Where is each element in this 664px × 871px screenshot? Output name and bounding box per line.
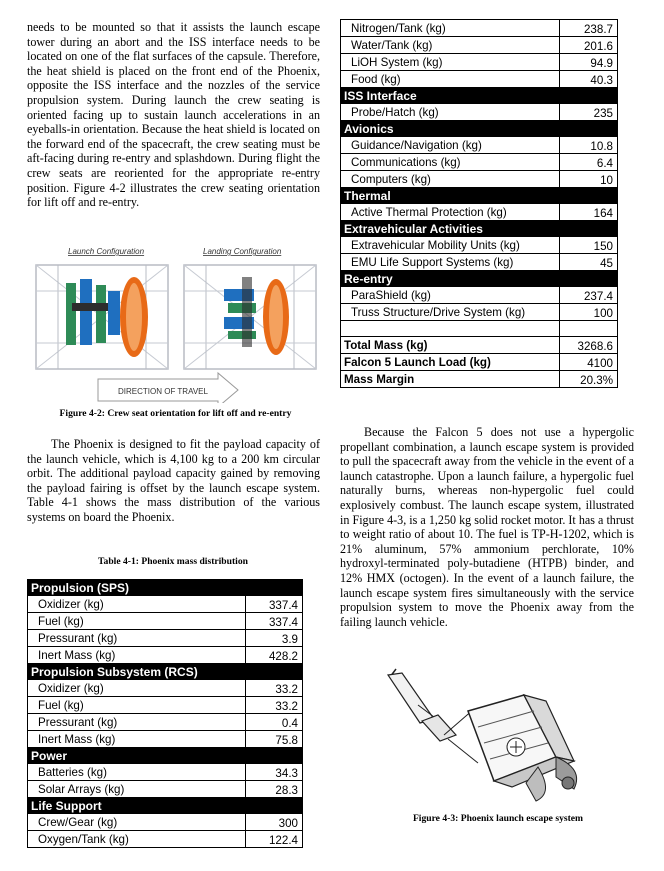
row-value: 3268.6 <box>560 337 618 354</box>
category-label: ISS Interface <box>341 88 618 104</box>
row-value: 100 <box>560 304 618 321</box>
direction-of-travel-arrow <box>98 373 238 403</box>
figure-crew-seat-orientation <box>28 243 328 403</box>
landing-configuration-label: Landing Configuration <box>203 247 282 256</box>
row-label: Active Thermal Protection (kg) <box>341 204 560 221</box>
row-value: 33.2 <box>246 680 303 697</box>
row-value: 337.4 <box>246 613 303 630</box>
table-row <box>341 287 618 304</box>
launch-configuration-diagram <box>36 265 168 369</box>
category-row <box>341 88 618 104</box>
paragraph-payload-capacity: The Phoenix is designed to fit the payload capacity of the launch vehicle, which is 4,100 kg to a 200 km circular orbit. The additional payload capacity gained by removing the payload fairing is offset by the launch escape system. Table 4-1 shows the mass distribution of the various systems on board the Phoenix. <box>27 437 320 524</box>
table-row <box>341 304 618 321</box>
row-value: 428.2 <box>246 647 303 664</box>
category-row <box>341 271 618 287</box>
row-label: Crew/Gear (kg) <box>28 814 246 831</box>
row-label: Extravehicular Mobility Units (kg) <box>341 237 560 254</box>
row-label: Falcon 5 Launch Load (kg) <box>341 354 560 371</box>
table-row <box>28 680 303 697</box>
category-row <box>28 798 303 814</box>
row-label: EMU Life Support Systems (kg) <box>341 254 560 271</box>
table-row <box>28 630 303 647</box>
category-row <box>341 221 618 237</box>
category-label: Extravehicular Activities <box>341 221 618 237</box>
figure-4-3-caption: Figure 4-3: Phoenix launch escape system <box>412 813 584 824</box>
row-label: Batteries (kg) <box>28 764 246 781</box>
row-label: Computers (kg) <box>341 171 560 188</box>
row-value: 28.3 <box>246 781 303 798</box>
category-label: Avionics <box>341 121 618 137</box>
row-label: Solar Arrays (kg) <box>28 781 246 798</box>
category-label: Power <box>28 748 303 764</box>
table-row <box>28 814 303 831</box>
category-row <box>28 748 303 764</box>
row-value: 201.6 <box>560 37 618 54</box>
category-label: Re-entry <box>341 271 618 287</box>
row-label: Mass Margin <box>341 371 560 388</box>
table-row <box>341 254 618 271</box>
row-value: 235 <box>560 104 618 121</box>
row-label: Fuel (kg) <box>28 697 246 714</box>
category-row <box>28 664 303 680</box>
row-value: 122.4 <box>246 831 303 848</box>
row-label: LiOH System (kg) <box>341 54 560 71</box>
row-value: 6.4 <box>560 154 618 171</box>
row-value: 4100 <box>560 354 618 371</box>
row-label: Fuel (kg) <box>28 613 246 630</box>
row-value: 3.9 <box>246 630 303 647</box>
category-row <box>28 580 303 596</box>
row-value: 10 <box>560 171 618 188</box>
category-label: Thermal <box>341 188 618 204</box>
table-row <box>28 831 303 848</box>
category-label: Life Support <box>28 798 303 814</box>
row-label: ParaShield (kg) <box>341 287 560 304</box>
paragraph-crew-seating: needs to be mounted so that it assists the launch escape tower during an abort and the ISS interface needs to be located on one of the flat surfaces of the capsule. Therefore, the heat shield is placed on the front end of the Phoenix, opposite the ISS interface and the nozzles of the service propulsion system. During launch the crew seating is oriented facing up to sustain launch accelerations in an eyeballs-in orientation. Because the heat shield is located on the forward end of the spacecraft, the crew seating must be aft-facing during re-entry and splashdown. During flight the crew seats are reoriented for the appropriate re-entry position. Figure 4-2 illustrates the crew seating orientation for lift off and re-entry. <box>27 20 320 210</box>
row-label: Oxidizer (kg) <box>28 596 246 613</box>
table-row <box>341 137 618 154</box>
table-row <box>341 20 618 37</box>
row-label: Oxidizer (kg) <box>28 680 246 697</box>
landing-configuration-diagram <box>184 265 316 369</box>
phoenix-capsule-diagram <box>468 695 577 801</box>
table-row <box>341 104 618 121</box>
table-4-1-caption: Table 4-1: Phoenix mass distribution <box>98 556 248 567</box>
total-row <box>341 371 618 388</box>
category-row <box>341 188 618 204</box>
table-row <box>341 237 618 254</box>
total-row <box>341 337 618 354</box>
table-row <box>28 596 303 613</box>
escape-tower-diagram <box>388 669 478 763</box>
row-label <box>341 321 560 337</box>
total-row <box>341 354 618 371</box>
row-label: Pressurant (kg) <box>28 630 246 647</box>
figure-4-2-caption: Figure 4-2: Crew seat orientation for lift off and re-entry <box>59 408 292 419</box>
row-label: Inert Mass (kg) <box>28 647 246 664</box>
row-label: Inert Mass (kg) <box>28 731 246 748</box>
row-label: Guidance/Navigation (kg) <box>341 137 560 154</box>
table-row <box>28 697 303 714</box>
table-row <box>28 781 303 798</box>
category-label: Propulsion (SPS) <box>28 580 303 596</box>
table-row <box>28 613 303 630</box>
category-label: Propulsion Subsystem (RCS) <box>28 664 303 680</box>
row-label: Total Mass (kg) <box>341 337 560 354</box>
table-row <box>28 764 303 781</box>
direction-of-travel-label: DIRECTION OF TRAVEL <box>118 387 208 396</box>
row-value: 0.4 <box>246 714 303 731</box>
row-value: 10.8 <box>560 137 618 154</box>
row-label: Probe/Hatch (kg) <box>341 104 560 121</box>
figure-launch-escape-system <box>378 665 598 805</box>
table-row <box>341 171 618 188</box>
row-label: Nitrogen/Tank (kg) <box>341 20 560 37</box>
table-row <box>28 731 303 748</box>
table-row <box>341 71 618 88</box>
table-row <box>341 204 618 221</box>
row-label: Truss Structure/Drive System (kg) <box>341 304 560 321</box>
row-value <box>560 321 618 337</box>
row-value: 45 <box>560 254 618 271</box>
row-value: 20.3% <box>560 371 618 388</box>
row-value: 300 <box>246 814 303 831</box>
row-value: 238.7 <box>560 20 618 37</box>
mass-table-right <box>340 19 618 388</box>
table-row <box>341 37 618 54</box>
blank-row <box>341 321 618 337</box>
row-value: 164 <box>560 204 618 221</box>
category-row <box>341 121 618 137</box>
paragraph-launch-escape: Because the Falcon 5 does not use a hypergolic propellant combination, a launch escape system is provided to pull the spacecraft away from the vehicle in the event of a launch catastrophe. Upon a launch failure, a hypergolic fuel naturally burns, whereas non-hypergolic fuel could explosively combust. The launch escape system, illustrated in Figure 4-3, is a 1,250 kg solid rocket motor. It has a thrust to weight ratio of about 10. The fuel is TP-H-1202, which is 21% aluminum, 57% ammonium perchlorate, 10% hydroxyl-terminated poly-butadiene (HTPB) binder, and 12% HMX (octogen). In the event of a launch failure, the launch escape system fires simultaneously with the service propulsion system to move the Phoenix away from the failing launch vehicle. <box>340 425 634 629</box>
row-value: 34.3 <box>246 764 303 781</box>
row-value: 33.2 <box>246 697 303 714</box>
row-value: 40.3 <box>560 71 618 88</box>
table-row <box>28 714 303 731</box>
row-label: Pressurant (kg) <box>28 714 246 731</box>
row-value: 150 <box>560 237 618 254</box>
row-value: 94.9 <box>560 54 618 71</box>
table-row <box>341 54 618 71</box>
row-label: Water/Tank (kg) <box>341 37 560 54</box>
row-value: 337.4 <box>246 596 303 613</box>
mass-table-left <box>27 579 303 848</box>
table-row <box>28 647 303 664</box>
row-label: Oxygen/Tank (kg) <box>28 831 246 848</box>
row-value: 75.8 <box>246 731 303 748</box>
row-value: 237.4 <box>560 287 618 304</box>
row-label: Communications (kg) <box>341 154 560 171</box>
table-row <box>341 154 618 171</box>
launch-configuration-label: Launch Configuration <box>68 247 145 256</box>
row-label: Food (kg) <box>341 71 560 88</box>
